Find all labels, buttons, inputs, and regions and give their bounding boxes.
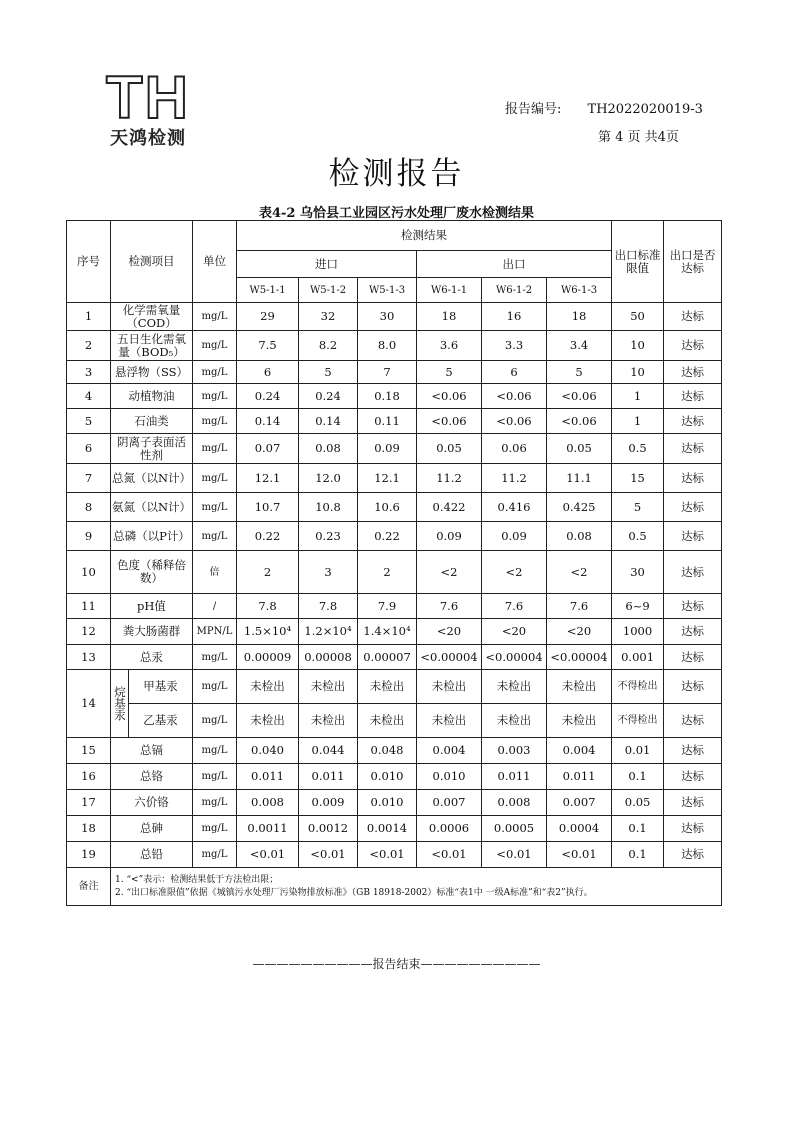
item-name: 阴离子表面活性剂 xyxy=(111,434,193,464)
row-number: 7 xyxy=(67,464,111,493)
row-number: 15 xyxy=(67,738,111,764)
result-cell: 未检出 xyxy=(358,704,417,738)
col-outlet: 出口 xyxy=(417,251,612,278)
result-cell: 5 xyxy=(417,361,482,384)
item-name: 六价铬 xyxy=(111,790,193,816)
compliance-cell: 达标 xyxy=(664,551,722,594)
item-name: 化学需氧量（COD） xyxy=(111,303,193,331)
unit-cell: mg/L xyxy=(193,738,237,764)
table-row xyxy=(67,434,722,464)
result-cell: 0.0006 xyxy=(417,816,482,842)
result-cell: <0.06 xyxy=(417,384,482,409)
row-number: 1 xyxy=(67,303,111,331)
result-cell: 3 xyxy=(299,551,358,594)
result-cell: 10.8 xyxy=(299,493,358,522)
result-cell: 0.08 xyxy=(299,434,358,464)
result-cell: 0.14 xyxy=(237,409,299,434)
result-cell: 0.010 xyxy=(358,790,417,816)
compliance-cell: 达标 xyxy=(664,594,722,619)
row-number: 18 xyxy=(67,816,111,842)
result-cell: 0.14 xyxy=(299,409,358,434)
result-cell: 未检出 xyxy=(237,704,299,738)
compliance-cell: 达标 xyxy=(664,645,722,670)
limit-cell: 30 xyxy=(612,551,664,594)
item-name: 粪大肠菌群 xyxy=(111,619,193,645)
result-cell: 0.0012 xyxy=(299,816,358,842)
limit-cell: 不得检出 xyxy=(612,704,664,738)
compliance-cell: 达标 xyxy=(664,738,722,764)
result-cell: 未检出 xyxy=(417,670,482,704)
limit-cell: 0.05 xyxy=(612,790,664,816)
result-cell: 10.7 xyxy=(237,493,299,522)
result-cell: <0.06 xyxy=(482,384,547,409)
col-sample: W5-1-1 xyxy=(237,278,299,303)
unit-cell: mg/L xyxy=(193,816,237,842)
result-cell: 5 xyxy=(547,361,612,384)
item-name: 总氮（以N计） xyxy=(111,464,193,493)
item-name: 色度（稀释倍数） xyxy=(111,551,193,594)
result-cell: 未检出 xyxy=(299,670,358,704)
result-cell: 0.008 xyxy=(482,790,547,816)
result-cell: 7.9 xyxy=(358,594,417,619)
row-number: 11 xyxy=(67,594,111,619)
compliance-cell: 达标 xyxy=(664,361,722,384)
result-cell: 0.007 xyxy=(417,790,482,816)
note-line: 1. “<”表示：检测结果低于方法检出限； xyxy=(115,874,279,885)
table-row xyxy=(67,645,722,670)
unit-cell: mg/L xyxy=(193,645,237,670)
unit-cell: mg/L xyxy=(193,384,237,409)
result-cell: 0.05 xyxy=(417,434,482,464)
compliance-cell: 达标 xyxy=(664,522,722,551)
result-cell: 7.8 xyxy=(237,594,299,619)
result-cell: 0.416 xyxy=(482,493,547,522)
row-number: 14 xyxy=(67,670,111,738)
result-cell: 未检出 xyxy=(482,704,547,738)
table-row xyxy=(67,738,722,764)
compliance-cell: 达标 xyxy=(664,619,722,645)
col-inlet: 进口 xyxy=(237,251,417,278)
result-cell: 8.0 xyxy=(358,331,417,361)
result-cell: 0.09 xyxy=(482,522,547,551)
row-number: 13 xyxy=(67,645,111,670)
result-cell: <0.01 xyxy=(237,842,299,868)
col-sample: W5-1-2 xyxy=(299,278,358,303)
unit-cell: mg/L xyxy=(193,493,237,522)
unit-cell: mg/L xyxy=(193,670,237,704)
result-cell: 11.1 xyxy=(547,464,612,493)
company-logo xyxy=(88,64,208,149)
item-name: 五日生化需氧量（BOD₅） xyxy=(111,331,193,361)
item-name: 总铅 xyxy=(111,842,193,868)
limit-cell: 1000 xyxy=(612,619,664,645)
result-cell: 0.040 xyxy=(237,738,299,764)
result-cell: 0.425 xyxy=(547,493,612,522)
limit-cell: 0.1 xyxy=(612,842,664,868)
result-cell: 7.6 xyxy=(417,594,482,619)
result-cell: 11.2 xyxy=(482,464,547,493)
compliance-cell: 达标 xyxy=(664,670,722,704)
table-row xyxy=(67,842,722,868)
row-number: 9 xyxy=(67,522,111,551)
result-cell: 0.011 xyxy=(237,764,299,790)
unit-cell: mg/L xyxy=(193,522,237,551)
result-cell: 0.07 xyxy=(237,434,299,464)
item-name: 动植物油 xyxy=(111,384,193,409)
notes-label: 备注 xyxy=(67,868,111,906)
result-cell: 0.00009 xyxy=(237,645,299,670)
result-cell: 2 xyxy=(358,551,417,594)
result-cell: <0.00004 xyxy=(547,645,612,670)
limit-cell: 不得检出 xyxy=(612,670,664,704)
result-cell: 未检出 xyxy=(547,704,612,738)
result-cell: 5 xyxy=(299,361,358,384)
result-cell: <20 xyxy=(482,619,547,645)
table-row xyxy=(67,493,722,522)
limit-cell: 0.001 xyxy=(612,645,664,670)
result-cell: 0.0011 xyxy=(237,816,299,842)
limit-cell: 0.1 xyxy=(612,816,664,842)
unit-cell: mg/L xyxy=(193,331,237,361)
item-name: 悬浮物（SS） xyxy=(111,361,193,384)
row-number: 12 xyxy=(67,619,111,645)
col-compliance: 出口是否达标 xyxy=(664,221,722,303)
result-cell: 未检出 xyxy=(358,670,417,704)
item-name: 石油类 xyxy=(111,409,193,434)
unit-cell: mg/L xyxy=(193,764,237,790)
result-cell: 0.010 xyxy=(358,764,417,790)
result-cell: 0.22 xyxy=(358,522,417,551)
table-row xyxy=(67,816,722,842)
row-number: 3 xyxy=(67,361,111,384)
logo-name: 天鸿检测 xyxy=(110,128,186,149)
result-cell: <0.01 xyxy=(358,842,417,868)
result-cell: <0.01 xyxy=(547,842,612,868)
result-cell: 0.004 xyxy=(547,738,612,764)
col-unit: 单位 xyxy=(193,221,237,303)
unit-cell: mg/L xyxy=(193,361,237,384)
item-name: 总镉 xyxy=(111,738,193,764)
result-cell: 未检出 xyxy=(417,704,482,738)
table-row xyxy=(67,303,722,331)
col-item: 检测项目 xyxy=(111,221,193,303)
result-cell: <20 xyxy=(547,619,612,645)
report-end: ——————————报告结束—————————— xyxy=(252,957,541,971)
row-number: 19 xyxy=(67,842,111,868)
result-cell: 0.003 xyxy=(482,738,547,764)
result-cell: 3.3 xyxy=(482,331,547,361)
result-cell: 未检出 xyxy=(237,670,299,704)
limit-cell: 10 xyxy=(612,331,664,361)
compliance-cell: 达标 xyxy=(664,464,722,493)
result-cell: 3.6 xyxy=(417,331,482,361)
compliance-cell: 达标 xyxy=(664,303,722,331)
result-cell: 0.422 xyxy=(417,493,482,522)
result-cell: 3.4 xyxy=(547,331,612,361)
table-row xyxy=(67,551,722,594)
compliance-cell: 达标 xyxy=(664,434,722,464)
compliance-cell: 达标 xyxy=(664,331,722,361)
table-row xyxy=(67,361,722,384)
alkyl-mercury-group: 烷基汞 xyxy=(111,670,129,737)
result-cell: 12.1 xyxy=(358,464,417,493)
result-cell: 7 xyxy=(358,361,417,384)
row-number: 17 xyxy=(67,790,111,816)
result-cell: 0.08 xyxy=(547,522,612,551)
sub-item-name: 乙基汞 xyxy=(143,713,178,727)
report-number xyxy=(505,98,703,117)
result-cell: 0.044 xyxy=(299,738,358,764)
result-cell: 0.22 xyxy=(237,522,299,551)
table-row xyxy=(67,790,722,816)
col-sample: W6-1-2 xyxy=(482,278,547,303)
result-cell: <0.06 xyxy=(547,409,612,434)
col-sample: W5-1-3 xyxy=(358,278,417,303)
result-cell: 0.24 xyxy=(299,384,358,409)
result-cell: 1.5×10⁴ xyxy=(237,619,299,645)
item-name: 总磷（以P计） xyxy=(111,522,193,551)
result-cell: 0.007 xyxy=(547,790,612,816)
unit-cell: mg/L xyxy=(193,434,237,464)
compliance-cell: 达标 xyxy=(664,842,722,868)
result-cell: 0.011 xyxy=(482,764,547,790)
unit-cell: MPN/L xyxy=(193,619,237,645)
compliance-cell: 达标 xyxy=(664,790,722,816)
result-cell: 0.05 xyxy=(547,434,612,464)
result-cell: 0.048 xyxy=(358,738,417,764)
result-cell: 8.2 xyxy=(299,331,358,361)
result-cell: <0.06 xyxy=(547,384,612,409)
unit-cell: mg/L xyxy=(193,409,237,434)
item-name: 总铬 xyxy=(111,764,193,790)
results-table xyxy=(66,220,722,906)
notes-row xyxy=(67,868,722,906)
limit-cell: 15 xyxy=(612,464,664,493)
item-name: 总汞 xyxy=(111,645,193,670)
row-number: 2 xyxy=(67,331,111,361)
row-number: 10 xyxy=(67,551,111,594)
table-row xyxy=(67,594,722,619)
unit-cell: / xyxy=(193,594,237,619)
result-cell: 0.0004 xyxy=(547,816,612,842)
table-row xyxy=(67,619,722,645)
result-cell: <0.01 xyxy=(299,842,358,868)
compliance-cell: 达标 xyxy=(664,704,722,738)
report-number-label: 报告编号: xyxy=(505,102,562,117)
result-cell: 0.18 xyxy=(358,384,417,409)
col-sample: W6-1-1 xyxy=(417,278,482,303)
result-cell: 0.09 xyxy=(417,522,482,551)
row-number: 6 xyxy=(67,434,111,464)
compliance-cell: 达标 xyxy=(664,764,722,790)
result-cell: <0.00004 xyxy=(417,645,482,670)
compliance-cell: 达标 xyxy=(664,816,722,842)
report-number-value: TH2022020019-3 xyxy=(587,102,703,117)
table-row xyxy=(67,670,722,704)
results-table-body xyxy=(67,221,722,906)
limit-cell: 0.5 xyxy=(612,522,664,551)
result-cell: 7.8 xyxy=(299,594,358,619)
table-row xyxy=(67,522,722,551)
row-number: 16 xyxy=(67,764,111,790)
result-cell: 0.010 xyxy=(417,764,482,790)
table-row xyxy=(67,409,722,434)
page-title: 检测报告 xyxy=(328,156,465,192)
table-row xyxy=(67,764,722,790)
result-cell: 7.5 xyxy=(237,331,299,361)
result-cell: 0.23 xyxy=(299,522,358,551)
col-sample: W6-1-3 xyxy=(547,278,612,303)
limit-cell: 6~9 xyxy=(612,594,664,619)
result-cell: 0.11 xyxy=(358,409,417,434)
result-cell: 0.011 xyxy=(547,764,612,790)
result-cell: 32 xyxy=(299,303,358,331)
limit-cell: 0.1 xyxy=(612,764,664,790)
result-cell: 0.09 xyxy=(358,434,417,464)
logo-letters: TH xyxy=(106,64,190,131)
result-cell: <0.01 xyxy=(417,842,482,868)
compliance-cell: 达标 xyxy=(664,409,722,434)
result-cell: 30 xyxy=(358,303,417,331)
result-cell: 12.0 xyxy=(299,464,358,493)
result-cell: 12.1 xyxy=(237,464,299,493)
result-cell: 1.4×10⁴ xyxy=(358,619,417,645)
table-row xyxy=(67,384,722,409)
limit-cell: 10 xyxy=(612,361,664,384)
row-number: 4 xyxy=(67,384,111,409)
result-cell: <0.00004 xyxy=(482,645,547,670)
result-cell: 7.6 xyxy=(482,594,547,619)
table-row xyxy=(67,331,722,361)
result-cell: <2 xyxy=(417,551,482,594)
limit-cell: 50 xyxy=(612,303,664,331)
result-cell: 11.2 xyxy=(417,464,482,493)
result-cell: 10.6 xyxy=(358,493,417,522)
result-cell: 0.0005 xyxy=(482,816,547,842)
unit-cell: mg/L xyxy=(193,704,237,738)
table-title: 表4-2 乌恰县工业园区污水处理厂废水检测结果 xyxy=(258,206,534,221)
table-row xyxy=(67,464,722,493)
unit-cell: mg/L xyxy=(193,842,237,868)
result-cell: 29 xyxy=(237,303,299,331)
result-cell: 0.24 xyxy=(237,384,299,409)
result-cell: 0.009 xyxy=(299,790,358,816)
result-cell: 0.008 xyxy=(237,790,299,816)
note-line: 2. “出口标准限值”依据《城镇污水处理厂污染物排放标准》（GB 18918-2002）标准“表1中 一级A标准”和“表2”执行。 xyxy=(115,887,593,898)
result-cell: 0.0014 xyxy=(358,816,417,842)
result-cell: 0.06 xyxy=(482,434,547,464)
result-cell: <2 xyxy=(482,551,547,594)
result-cell: <0.06 xyxy=(482,409,547,434)
limit-cell: 0.5 xyxy=(612,434,664,464)
limit-cell: 1 xyxy=(612,384,664,409)
result-cell: <0.06 xyxy=(417,409,482,434)
result-cell: 18 xyxy=(547,303,612,331)
col-limit: 出口标准限值 xyxy=(612,221,664,303)
result-cell: 未检出 xyxy=(299,704,358,738)
sub-item-name: 甲基汞 xyxy=(129,670,192,704)
item-name: 总砷 xyxy=(111,816,193,842)
result-cell: 0.011 xyxy=(299,764,358,790)
unit-cell: 倍 xyxy=(193,551,237,594)
result-cell: 0.00007 xyxy=(358,645,417,670)
unit-cell: mg/L xyxy=(193,464,237,493)
unit-cell: mg/L xyxy=(193,790,237,816)
compliance-cell: 达标 xyxy=(664,493,722,522)
result-cell: 0.004 xyxy=(417,738,482,764)
result-cell: 未检出 xyxy=(547,670,612,704)
limit-cell: 1 xyxy=(612,409,664,434)
result-cell: <20 xyxy=(417,619,482,645)
page-info: 第 4 页 共4页 xyxy=(598,130,679,145)
result-cell: 0.00008 xyxy=(299,645,358,670)
header-row xyxy=(67,221,722,251)
result-cell: <0.01 xyxy=(482,842,547,868)
result-cell: 18 xyxy=(417,303,482,331)
row-number: 5 xyxy=(67,409,111,434)
result-cell: <2 xyxy=(547,551,612,594)
item-name: pH值 xyxy=(111,594,193,619)
row-number: 8 xyxy=(67,493,111,522)
result-cell: 6 xyxy=(482,361,547,384)
result-cell: 7.6 xyxy=(547,594,612,619)
notes-content xyxy=(111,868,722,906)
result-cell: 未检出 xyxy=(482,670,547,704)
col-seq: 序号 xyxy=(67,221,111,303)
compliance-cell: 达标 xyxy=(664,384,722,409)
result-cell: 16 xyxy=(482,303,547,331)
item-name: 氨氮（以N计） xyxy=(111,493,193,522)
result-cell: 1.2×10⁴ xyxy=(299,619,358,645)
limit-cell: 5 xyxy=(612,493,664,522)
item-name xyxy=(111,670,193,738)
result-cell: 6 xyxy=(237,361,299,384)
unit-cell: mg/L xyxy=(193,303,237,331)
result-cell: 2 xyxy=(237,551,299,594)
col-results: 检测结果 xyxy=(237,221,612,251)
limit-cell: 0.01 xyxy=(612,738,664,764)
